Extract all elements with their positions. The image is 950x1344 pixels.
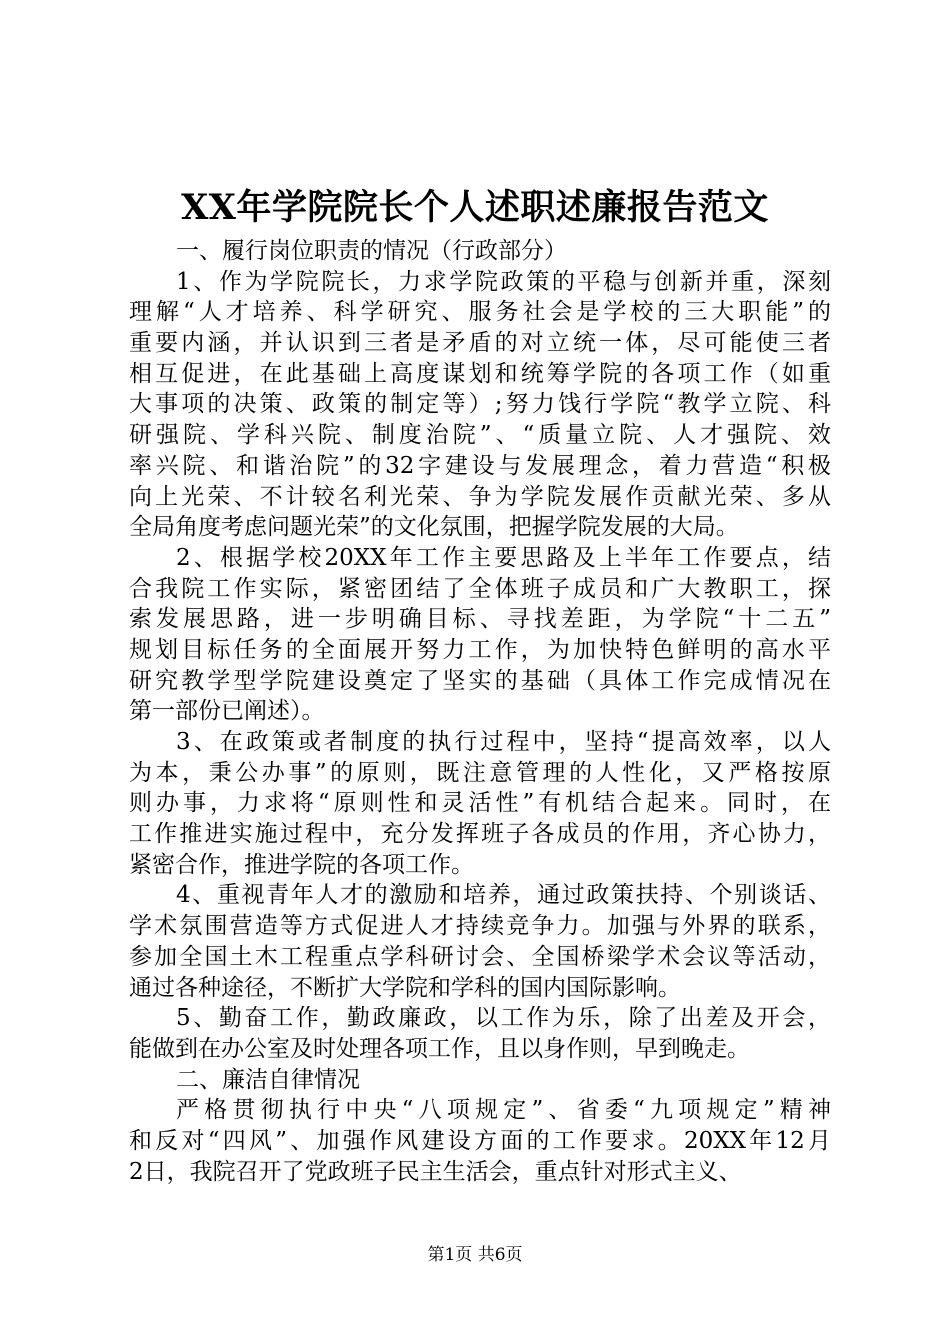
body-line: 率兴院、和谐治院”的32字建设与发展理念，着力营造“积极 (129, 452, 831, 479)
body-line: 参加全国土木工程重点学科研讨会、全国桥梁学术会议等活动， (129, 943, 831, 970)
body-line: 4、重视青年人才的激励和培养，通过政策扶持、个别谈话、 (176, 882, 831, 909)
body-line: 大事项的决策、政策的制定等）;努力饯行学院“教学立院、科 (129, 391, 831, 418)
body-line: 相互促进，在此基础上高度谋划和统筹学院的各项工作（如重 (129, 360, 831, 387)
body-line: 2日，我院召开了党政班子民主生活会，重点针对形式主义、 (129, 1158, 742, 1185)
body-line: 为本，秉公办事”的原则，既注意管理的人性化，又严格按原 (129, 759, 831, 786)
document-title: XX年学院院长个人述职述廉报告范文 (181, 187, 769, 228)
body-line: 理解“人才培养、科学研究、服务社会是学校的三大职能”的 (129, 299, 831, 326)
body-line: 一、履行岗位职责的情况（行政部分） (176, 238, 567, 264)
body-line: 能做到在办公室及时处理各项工作，且以身作则，早到晚走。 (129, 1035, 750, 1062)
page-footer: 第1页 共6页 (427, 1245, 523, 1265)
body-line: 全局角度考虑问题光荣”的文化氛围，把握学院发展的大局。 (129, 514, 739, 541)
body-line: 则办事，力求将“原则性和灵活性”有机结合起来。同时，在 (129, 790, 831, 817)
body-line: 研强院、学科兴院、制度治院”、“质量立院、人才强院、效 (129, 422, 831, 449)
body-line: 紧密合作，推进学院的各项工作。 (129, 851, 474, 878)
body-line: 5、勤奋工作，勤政廉政，以工作为乐，除了出差及开会， (176, 1005, 831, 1032)
body-line: 工作推进实施过程中，充分发挥班子各成员的作用，齐心协力， (129, 821, 831, 848)
body-line: 2、根据学校20XX年工作主要思路及上半年工作要点，结 (176, 544, 831, 571)
body-line: 规划目标任务的全面展开努力工作，为加快特色鲜明的高水平 (129, 636, 831, 663)
body-line: 第一部份已阐述）。 (129, 698, 325, 725)
body-line: 重要内涵，并认识到三者是矛盾的对立统一体，尽可能使三者 (129, 330, 831, 357)
document-body (129, 236, 831, 1187)
body-line: 通过各种途径，不断扩大学院和学科的国内国际影响。 (129, 974, 681, 1001)
body-line: 学术氛围营造等方式促进人才持续竞争力。加强与外界的联系， (129, 913, 831, 940)
body-line: 3、在政策或者制度的执行过程中，坚持“提高效率，以人 (176, 729, 831, 755)
body-line: 严格贯彻执行中央“八项规定”、省委“九项规定”精神 (176, 1097, 831, 1124)
body-line: 研究教学型学院建设奠定了坚实的基础（具体工作完成情况在 (129, 667, 831, 694)
body-line: 和反对“四风”、加强作风建设方面的工作要求。20XX年12月 (129, 1127, 831, 1154)
body-line: 合我院工作实际，紧密团结了全体班子成员和广大教职工，探 (129, 575, 831, 602)
body-line: 1、作为学院院长，力求学院政策的平稳与创新并重，深刻 (176, 268, 831, 295)
body-line: 二、廉洁自律情况 (176, 1066, 360, 1093)
body-line: 索发展思路，进一步明确目标、寻找差距，为学院“十二五” (129, 606, 831, 633)
body-line: 向上光荣、不计较名利光荣、争为学院发展作贡献光荣、多从 (129, 483, 831, 510)
